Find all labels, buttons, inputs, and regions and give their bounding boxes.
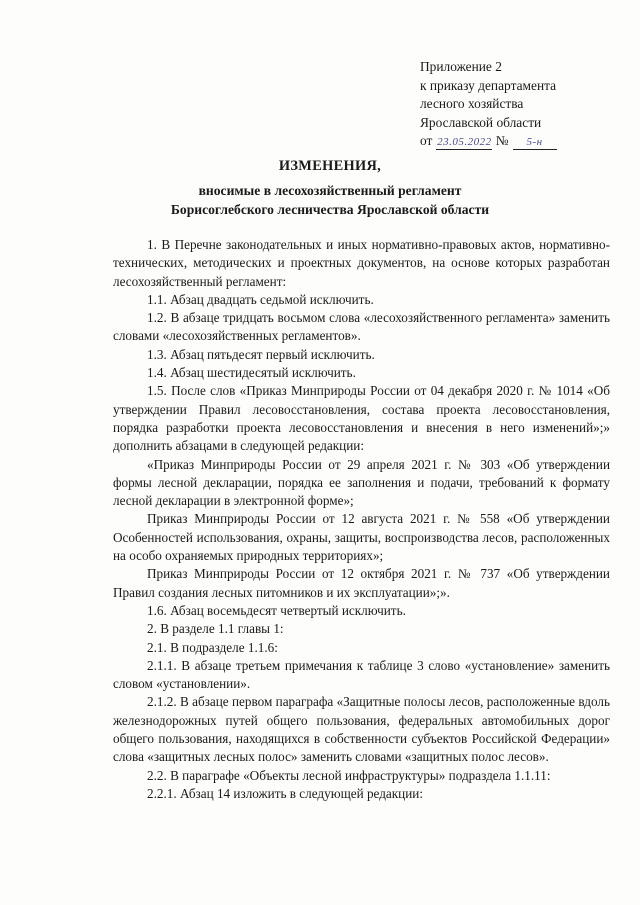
handwritten-date: 23.05.2022 <box>437 136 492 149</box>
paragraph: 1.4. Абзац шестидесятый исключить. <box>147 365 356 381</box>
handwritten-number: 5-н <box>513 135 557 150</box>
paragraph: 2.2.1. Абзац 14 изложить в следующей редакции: <box>147 785 424 801</box>
paragraph: 2.2. В параграфе «Объекты лесной инфраструктуры» подраздела 1.1.11: <box>147 767 551 783</box>
annex-date-number-line <box>420 132 620 151</box>
paragraph: 2.1.2. В абзаце первом параграфа «Защитные полосы лесов, расположенные вдоль железнодорожных путей общего пользования, федеральных автомобильных дорог общего пользования, находящихся в собственности субъектов Российской Федерации» слова «защитных лесных полос» заменить словами «защитных полос лесов». <box>113 694 610 765</box>
annex-header <box>420 58 620 151</box>
annex-line-2: к приказу департамента <box>420 77 557 93</box>
paragraph: 2. В разделе 1.1 главы 1: <box>147 621 284 637</box>
paragraph: 1.5. После слов «Приказ Минприроды России от 04 декабря 2020 г. № 1014 «Об утверждении Правил лесовосстановления, состава проекта лесовосстановления, порядка разработки проекта лесовосстановления и внесения в него изменений»;» дополнить абзацами в следующей редакции: <box>113 383 610 454</box>
paragraph: 1.1. Абзац двадцать седьмой исключить. <box>147 291 374 307</box>
annex-line-4: Ярославской области <box>420 114 542 130</box>
annex-line-3: лесного хозяйства <box>420 96 524 112</box>
paragraph: 2.1. В подразделе 1.1.6: <box>147 639 278 655</box>
paragraph: 1.2. В абзаце тридцать восьмом слова «лесохозяйственного регламента» заменить словами «лесохозяйственных регламентов». <box>113 310 610 344</box>
paragraph: 1.6. Абзац восемьдесят четвертый исключить. <box>147 602 406 618</box>
paragraph: Приказ Минприроды России от 12 августа 2021 г. № 558 «Об утверждении Особенностей использования, охраны, защиты, воспроизводства лесов, расположенных на особо охраняемых природных территориях»; <box>113 511 610 564</box>
date-prefix: от <box>420 133 433 149</box>
document-subtitle <box>80 181 580 219</box>
paragraph: Приказ Минприроды России от 12 октября 2021 г. № 737 «Об утверждении Правил создания лесных питомников и их эксплуатации»;». <box>113 566 610 600</box>
number-prefix: № <box>495 133 509 149</box>
subtitle-line-1: вносимые в лесохозяйственный регламент <box>198 183 462 198</box>
paragraph: 1. В Перечне законодательных и иных нормативно-правовых актов, нормативно-технических, методических и проектных документов, на основе которых разработан лесохозяйственный регламент: <box>113 237 610 289</box>
subtitle-line-2: Борисоглебского лесничества Ярославской области <box>170 202 490 217</box>
paragraph: «Приказ Минприроды России от 29 апреля 2021 г. № 303 «Об утверждении формы лесной декларации, порядка ее заполнения и подачи, требований к формату лесной декларации в электронной форме»; <box>113 456 610 509</box>
paragraph: 1.3. Абзац пятьдесят первый исключить. <box>147 346 375 362</box>
document-title: ИЗМЕНЕНИЯ, <box>278 158 382 174</box>
paragraph: 2.1.1. В абзаце третьем примечания к таблице 3 слово «установление» заменить словом «установлении». <box>113 657 610 692</box>
document-body <box>113 236 610 803</box>
annex-line-1: Приложение 2 <box>420 59 502 74</box>
